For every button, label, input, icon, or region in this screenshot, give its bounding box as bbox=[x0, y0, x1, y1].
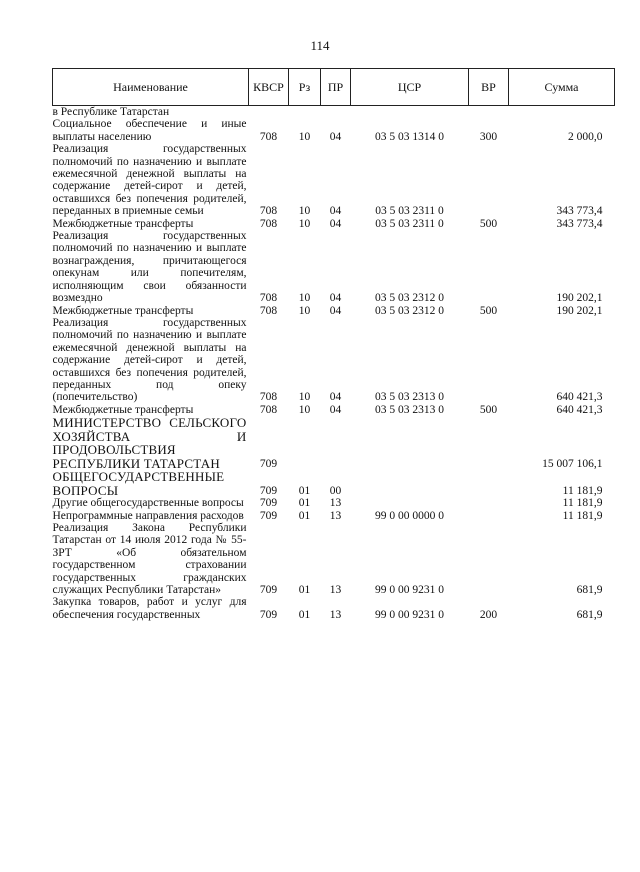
cell-csr: 99 0 00 9231 0 bbox=[375, 584, 444, 596]
cell-csr: 03 5 03 2311 0 bbox=[375, 217, 444, 230]
cell-pr: 13 bbox=[329, 497, 342, 510]
cell-sum: 11 181,9 bbox=[562, 509, 603, 522]
cell-name: Непрограммные направления расходов bbox=[52, 509, 244, 522]
table-row bbox=[53, 317, 615, 404]
cell-name: Реализация Закона Республики Татарстан от 14 июля 2012 года № 55-ЗРТ «Об обязательном государственном страховании государственных гражданских служащих Республики Татарстан» bbox=[52, 521, 247, 596]
cell-rz bbox=[289, 416, 321, 470]
cell-csr bbox=[351, 416, 469, 470]
cell-sum: 681,9 bbox=[576, 608, 603, 621]
cell-csr: 03 5 03 1314 0 bbox=[375, 130, 444, 143]
header-rz: Рз bbox=[289, 69, 321, 106]
cell-kvsr: 708 bbox=[259, 130, 278, 143]
cell-pr: 04 bbox=[329, 403, 342, 416]
cell-pr: 04 bbox=[329, 130, 342, 143]
cell-pr: 04 bbox=[329, 292, 342, 305]
cell-rz: 10 bbox=[298, 130, 311, 143]
table-row bbox=[53, 596, 615, 621]
cell-kvsr bbox=[249, 106, 289, 119]
table-row bbox=[53, 143, 615, 217]
table-row bbox=[53, 416, 615, 470]
cell-name: Реализация государственных полномочий по назначению и выплате вознаграждения, причитающегося опекунам или попечителям, исполняющим свои обязанности возмездно bbox=[52, 230, 247, 305]
cell-kvsr: 708 bbox=[259, 205, 278, 218]
table-row bbox=[53, 522, 615, 596]
cell-vr bbox=[469, 497, 509, 509]
table-row bbox=[53, 230, 615, 304]
cell-pr: 13 bbox=[329, 584, 342, 596]
cell-pr: 04 bbox=[329, 205, 342, 218]
cell-kvsr: 708 bbox=[259, 292, 278, 305]
cell-name: Социальное обеспечение и иные выплаты населению bbox=[52, 118, 247, 143]
cell-csr: 03 5 03 2313 0 bbox=[375, 403, 444, 416]
cell-vr bbox=[469, 106, 509, 119]
cell-name: Межбюджетные трансферты bbox=[52, 403, 194, 416]
cell-kvsr: 709 bbox=[259, 608, 278, 621]
cell-pr: 04 bbox=[329, 217, 342, 230]
cell-name: МИНИСТЕРСТВО СЕЛЬСКОГО ХОЗЯЙСТВА И ПРОДОВОЛЬСТВИЯ РЕСПУБЛИКИ ТАТАРСТАН bbox=[52, 415, 247, 471]
cell-rz: 10 bbox=[298, 217, 311, 230]
cell-rz: 10 bbox=[298, 403, 311, 416]
cell-name: Межбюджетные трансферты bbox=[52, 304, 194, 317]
cell-kvsr: 709 bbox=[259, 509, 278, 522]
cell-csr: 99 0 00 9231 0 bbox=[375, 608, 444, 621]
cell-name: Реализация государственных полномочий по назначению и выплате ежемесячной денежной выплаты на содержание детей-сирот и детей, оставшихся без попечения родителей, переданных под опеку (попечительство) bbox=[52, 316, 247, 404]
cell-name: ОБЩЕГОСУДАРСТВЕННЫЕ ВОПРОСЫ bbox=[52, 469, 225, 498]
header-pr: ПР bbox=[321, 69, 351, 106]
cell-kvsr: 709 bbox=[259, 497, 278, 510]
table-row bbox=[53, 118, 615, 143]
cell-sum: 640 421,3 bbox=[556, 403, 603, 416]
cell-kvsr: 708 bbox=[259, 217, 278, 230]
cell-vr: 300 bbox=[479, 130, 498, 143]
cell-vr bbox=[469, 470, 509, 497]
cell-name: в Республике Татарстан bbox=[52, 106, 170, 118]
cell-csr bbox=[351, 497, 469, 509]
cell-csr: 03 5 03 2312 0 bbox=[375, 292, 444, 305]
cell-pr bbox=[321, 106, 351, 119]
table-row bbox=[53, 106, 615, 119]
table-row bbox=[53, 470, 615, 497]
cell-pr: 04 bbox=[329, 391, 342, 404]
cell-vr bbox=[469, 416, 509, 470]
cell-pr: 13 bbox=[329, 608, 342, 621]
cell-name: Другие общегосударственные вопросы bbox=[52, 497, 244, 510]
cell-rz: 10 bbox=[298, 205, 311, 218]
cell-kvsr: 709 bbox=[259, 484, 278, 497]
header-name: Наименование bbox=[53, 69, 249, 106]
cell-sum: 640 421,3 bbox=[556, 391, 603, 404]
cell-kvsr: 709 bbox=[259, 584, 278, 596]
cell-sum: 343 773,4 bbox=[556, 217, 603, 230]
cell-vr: 500 bbox=[479, 403, 498, 416]
cell-sum: 15 007 106,1 bbox=[542, 457, 603, 470]
header-vr: ВР bbox=[469, 69, 509, 106]
table-row bbox=[53, 305, 615, 317]
table-row bbox=[53, 510, 615, 522]
cell-sum: 2 000,0 bbox=[568, 130, 603, 143]
header-kvsr: КВСР bbox=[249, 69, 289, 106]
cell-rz: 01 bbox=[298, 584, 311, 596]
cell-name: Реализация государственных полномочий по назначению и выплате ежемесячной денежной выплаты на содержание детей-сирот и детей, оставшихся без попечения родителей, переданных в приемные семьи bbox=[52, 143, 247, 218]
cell-pr: 04 bbox=[329, 304, 342, 317]
cell-vr: 200 bbox=[479, 608, 498, 621]
cell-pr bbox=[321, 416, 351, 470]
header-csr: ЦСР bbox=[351, 69, 469, 106]
cell-vr bbox=[469, 510, 509, 522]
cell-rz bbox=[289, 106, 321, 119]
cell-vr: 500 bbox=[479, 304, 498, 317]
cell-sum bbox=[509, 106, 615, 119]
table-body bbox=[53, 106, 615, 622]
cell-pr: 13 bbox=[329, 509, 342, 522]
cell-csr: 99 0 00 0000 0 bbox=[375, 509, 444, 522]
header-sum: Сумма bbox=[509, 69, 615, 106]
table-header bbox=[53, 69, 615, 106]
table-row bbox=[53, 497, 615, 509]
cell-csr: 03 5 03 2313 0 bbox=[375, 391, 444, 404]
cell-csr: 03 5 03 2311 0 bbox=[375, 205, 444, 218]
cell-name: Закупка товаров, работ и услуг для обеспечения государственных bbox=[52, 596, 247, 621]
cell-rz: 01 bbox=[298, 484, 311, 497]
cell-kvsr: 708 bbox=[259, 304, 278, 317]
cell-rz: 10 bbox=[298, 391, 311, 404]
cell-vr: 500 bbox=[479, 217, 498, 230]
page-number: 114 bbox=[310, 38, 330, 53]
budget-table bbox=[52, 68, 615, 621]
cell-csr bbox=[351, 106, 469, 119]
cell-rz: 10 bbox=[298, 292, 311, 305]
cell-sum: 190 202,1 bbox=[556, 304, 603, 317]
cell-rz: 01 bbox=[298, 509, 311, 522]
cell-sum: 190 202,1 bbox=[556, 292, 603, 305]
cell-rz: 01 bbox=[298, 608, 311, 621]
cell-vr bbox=[469, 317, 509, 404]
cell-kvsr: 708 bbox=[259, 403, 278, 416]
cell-pr: 00 bbox=[329, 484, 342, 497]
cell-rz: 10 bbox=[298, 304, 311, 317]
cell-name: Межбюджетные трансферты bbox=[52, 217, 194, 230]
cell-rz: 01 bbox=[298, 497, 311, 510]
table-row bbox=[53, 218, 615, 230]
cell-csr: 03 5 03 2312 0 bbox=[375, 304, 444, 317]
cell-vr bbox=[469, 230, 509, 304]
cell-sum: 11 181,9 bbox=[562, 497, 603, 510]
cell-vr bbox=[469, 143, 509, 217]
cell-kvsr: 708 bbox=[259, 391, 278, 404]
cell-sum: 11 181,9 bbox=[562, 484, 603, 497]
cell-kvsr: 709 bbox=[259, 457, 278, 470]
cell-vr bbox=[469, 522, 509, 596]
cell-sum: 343 773,4 bbox=[556, 205, 603, 218]
cell-sum: 681,9 bbox=[576, 584, 603, 596]
cell-csr bbox=[351, 470, 469, 497]
